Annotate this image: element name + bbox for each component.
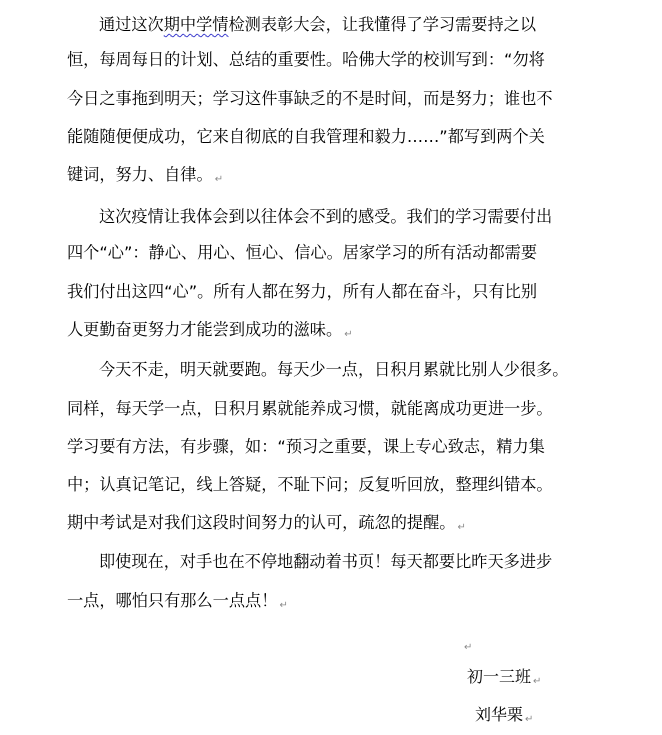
line-text: 能随随便便成功，它来自彻底的自我管理和毅力……”都写到两个关 [67,127,545,146]
line-text: 四个“心”：静心、用心、恒心、信心。居家学习的所有活动都需要 [67,243,538,262]
paragraph-3-line-2 [67,394,553,424]
paragraph-4-line-1 [67,547,552,577]
paragraph-mark-icon: ↵ [214,174,224,185]
paragraph-mark-icon: ↵ [525,714,534,725]
paragraph-1-line-4 [67,122,545,152]
line-text: 人更勤奋更努力才能尝到成功的滋味。 [67,320,343,339]
line-text: 即使现在，对手也在不停地翻动着书页！每天都要比昨天多进步 [99,552,553,571]
line-text: 恒，每周每日的计划、总结的重要性。哈佛大学的校训写到：“勿将 [67,50,545,69]
line-text: 我们付出这四“心”。所有人都在努力，所有人都在奋斗，只有比别 [67,282,538,301]
paragraph-2-line-2 [67,238,537,268]
paragraph-2-line-4 [67,315,353,345]
paragraph-2-line-3 [67,277,537,307]
line-text: 中；认真记笔记，线上答疑，不耻下问；反复听回放，整理纠错本。 [67,475,553,494]
paragraph-mark-icon: ↵ [464,642,473,653]
paragraph-2-line-1 [67,202,552,232]
line-text: 同样，每天学一点，日积月累就能养成习惯，就能离成功更进一步。 [67,399,553,418]
signature-class [467,662,541,692]
paragraph-1-line-2 [67,45,545,75]
spellcheck-underline: 期中学情 [163,15,229,34]
paragraph-3-line-3 [67,432,545,462]
class-name-text: 初一三班 [467,667,532,686]
line-text: 学习要有方法，有步骤，如：“预习之重要，课上专心致志，精力集 [67,437,545,456]
paragraph-4-line-2 [67,586,288,616]
paragraph-mark-icon: ↵ [533,676,542,687]
paragraph-1-line-5 [67,160,223,190]
paragraph-mark-icon: ↵ [457,522,466,533]
paragraph-mark-icon: ↵ [344,329,353,340]
line-text: 键词，努力、自律。 [67,165,213,184]
paragraph-3-line-1 [67,355,568,385]
line-text: 检测表彰大会，让我懂得了学习需要持之以 [228,15,537,34]
paragraph-1-line-3 [67,84,553,114]
line-text: 今日之事拖到明天；学习这件事缺乏的不是时间，而是努力；谁也不 [67,89,553,108]
line-text: 期中考试是对我们这段时间努力的认可，疏忽的提醒。 [67,513,456,532]
line-text: 一点，哪怕只有那么一点点！ [67,591,278,610]
line-text: 通过这次 [99,15,164,34]
signature-author [475,700,533,730]
line-text: 今天不走，明天就要跑。每天少一点，日积月累就比别人少很多。 [99,360,569,379]
paragraph-3-line-5 [67,508,466,538]
paragraph-mark-icon: ↵ [279,600,288,611]
empty-paragraph [462,628,472,658]
author-name-text: 刘华栗 [475,705,524,724]
line-text: 这次疫情让我体会到以往体会不到的感受。我们的学习需要付出 [99,207,553,226]
paragraph-1-line-1 [67,10,536,40]
paragraph-3-line-4 [67,470,553,500]
